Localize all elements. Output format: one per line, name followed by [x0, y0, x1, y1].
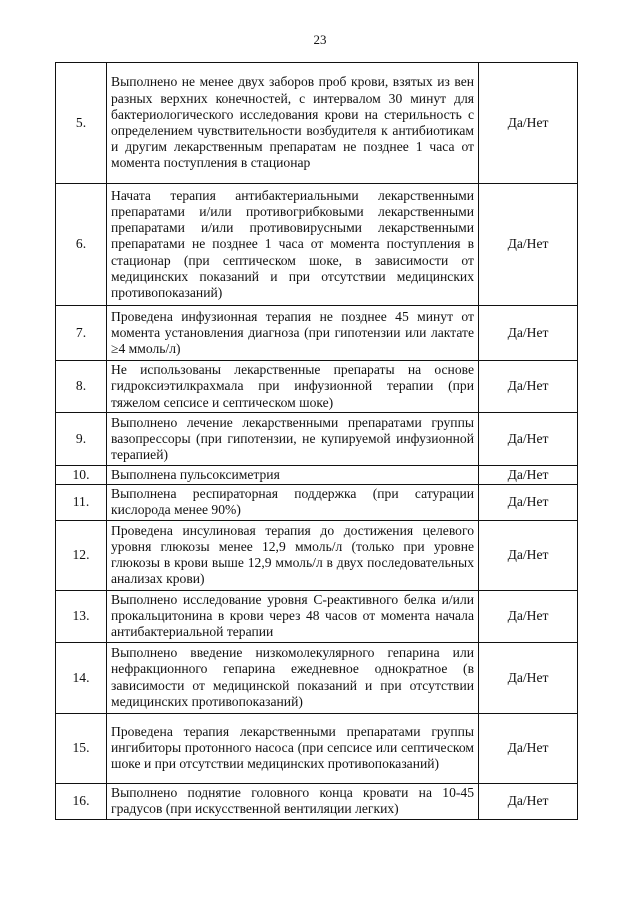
row-number: 8. — [56, 361, 107, 413]
table-row — [56, 361, 578, 413]
row-number: 13. — [56, 590, 107, 642]
answer-cell: Да/Нет — [479, 590, 578, 642]
table-row — [56, 520, 578, 590]
criterion-text: Выполнено лечение лекарственными препаратами группы вазопрессоры (при гипотензии, не купируемой инфузионной терапией) — [107, 413, 479, 466]
page-number: 23 — [313, 32, 327, 47]
table-row — [56, 184, 578, 306]
answer-cell: Да/Нет — [479, 306, 578, 361]
criterion-text: Выполнено исследование уровня С-реактивного белка и/или прокальцитонина в крови через 48 часов от момента начала антибактериальной терапии — [107, 590, 479, 642]
row-number: 7. — [56, 306, 107, 361]
table-row — [56, 642, 578, 713]
row-number: 10. — [56, 466, 107, 485]
criterion-text: Выполнено поднятие головного конца кровати на 10-45 градусов (при искусственной вентиляции легких) — [107, 783, 479, 819]
table-row — [56, 466, 578, 485]
criteria-table — [55, 62, 578, 820]
criterion-text: Не использованы лекарственные препараты на основе гидроксиэтилкрахмала при инфузионной терапии (при тяжелом сепсисе и септическом шоке) — [107, 361, 479, 413]
table-row — [56, 413, 578, 466]
criterion-text: Выполнена пульсоксиметрия — [107, 466, 479, 485]
row-number: 5. — [56, 63, 107, 184]
criterion-text: Проведена инсулиновая терапия до достижения целевого уровня глюкозы менее 12,9 ммоль/л (только при уровне глюкозы в крови выше 12,9 ммоль/л в двух последовательных анализах крови) — [107, 520, 479, 590]
table-row — [56, 63, 578, 184]
answer-cell: Да/Нет — [479, 413, 578, 466]
table-row — [56, 713, 578, 783]
answer-cell: Да/Нет — [479, 466, 578, 485]
answer-cell: Да/Нет — [479, 63, 578, 184]
criterion-text: Выполнено введение низкомолекулярного гепарина или нефракционного гепарина ежедневное однократное (в зависимости от медицинской показаний и при отсутствии медицинских противопоказаний) — [107, 642, 479, 713]
row-number: 6. — [56, 184, 107, 306]
criterion-text: Выполнено не менее двух заборов проб крови, взятых из вен разных верхних конечностей, с интервалом 30 минут для бактериологического исследования крови на стерильность с определением чувствительности возбудителя к антибиотикам и другим лекарственным препаратам не позднее 1 часа от момента поступления в стационар — [107, 63, 479, 184]
row-number: 9. — [56, 413, 107, 466]
row-number: 15. — [56, 713, 107, 783]
table-row — [56, 306, 578, 361]
row-number: 12. — [56, 520, 107, 590]
answer-cell: Да/Нет — [479, 520, 578, 590]
criterion-text: Выполнена респираторная поддержка (при сатурации кислорода менее 90%) — [107, 485, 479, 520]
table-row — [56, 485, 578, 520]
answer-cell: Да/Нет — [479, 485, 578, 520]
answer-cell: Да/Нет — [479, 783, 578, 819]
row-number: 11. — [56, 485, 107, 520]
criterion-text: Проведена терапия лекарственными препаратами группы ингибиторы протонного насоса (при сепсисе или септическом шоке и при отсутствии медицинских противопоказаний) — [107, 713, 479, 783]
row-number: 16. — [56, 783, 107, 819]
answer-cell: Да/Нет — [479, 642, 578, 713]
criterion-text: Начата терапия антибактериальными лекарственными препаратами и/или противогрибковыми лекарственными препаратами и/или противовирусными лекарственными препаратами не позднее 1 часа от момента поступления в стационар (при септическом шоке, в зависимости от медицинских показаний и при отсутствии медицинских противопоказаний) — [107, 184, 479, 306]
answer-cell: Да/Нет — [479, 713, 578, 783]
answer-cell: Да/Нет — [479, 361, 578, 413]
answer-cell: Да/Нет — [479, 184, 578, 306]
row-number: 14. — [56, 642, 107, 713]
table-row — [56, 590, 578, 642]
table-row — [56, 783, 578, 819]
criterion-text: Проведена инфузионная терапия не позднее 45 минут от момента установления диагноза (при гипотензии или лактате ≥4 ммоль/л) — [107, 306, 479, 361]
